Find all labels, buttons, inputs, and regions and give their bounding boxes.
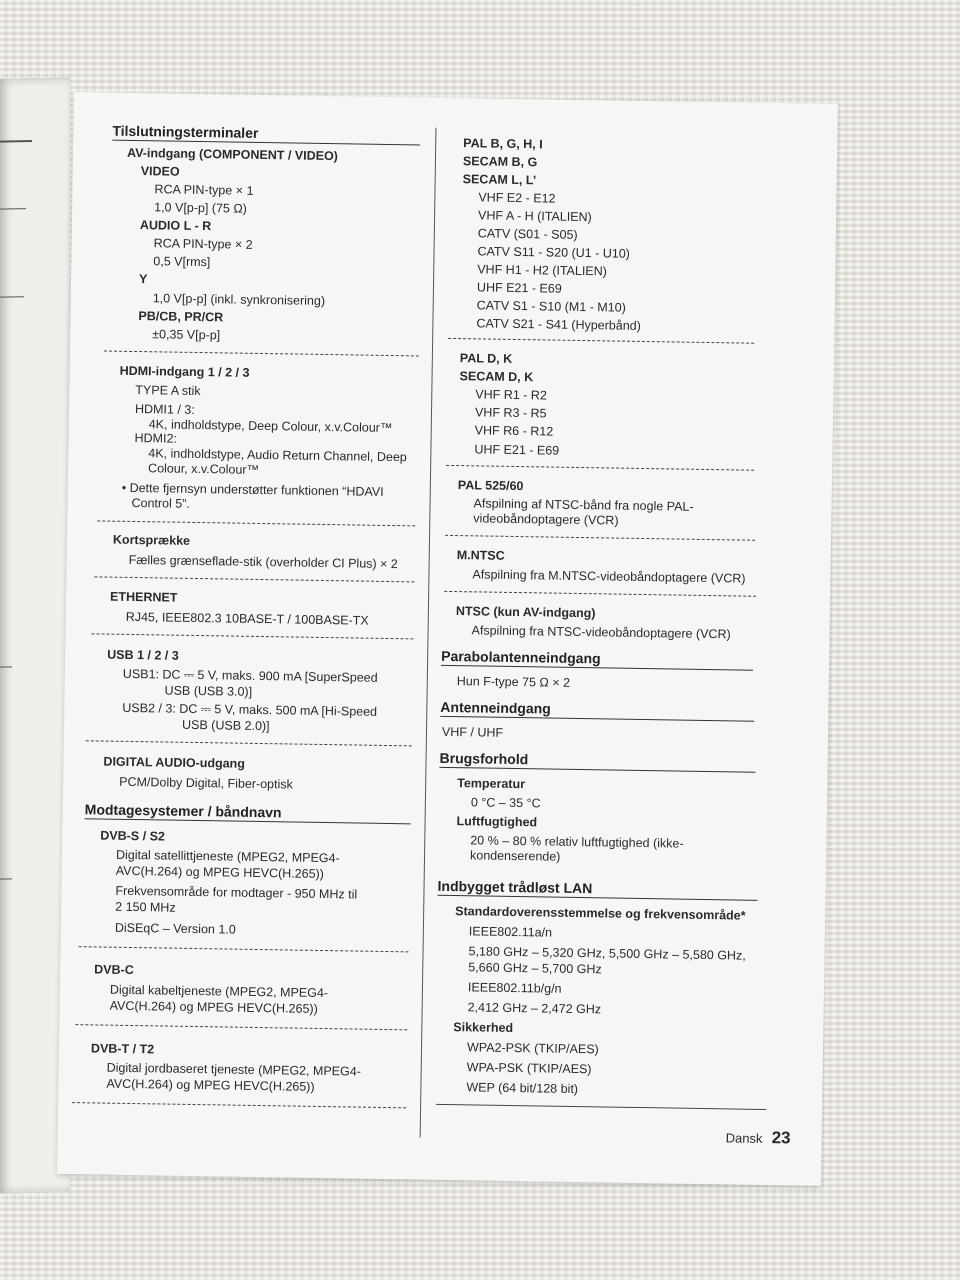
end-rule	[436, 1104, 766, 1110]
dashed-separator	[445, 535, 755, 541]
pal525-line: videobåndoptagere (VCR)	[473, 511, 619, 528]
dashed-separator	[446, 465, 754, 471]
video-line: 1,0 V[p-p] (75 Ω)	[154, 200, 248, 216]
column-divider	[420, 128, 437, 1138]
dashed-separator	[448, 338, 754, 344]
security-line: WEP (64 bit/128 bit)	[466, 1080, 579, 1097]
dvbs-line: Frekvensområde for modtager - 950 MHz til	[115, 883, 358, 902]
band-item: VHF E2 - E12	[478, 190, 556, 206]
band-item: CATV S11 - S20 (U1 - U10)	[477, 244, 631, 261]
band-item: VHF R1 - R2	[475, 387, 547, 403]
dashed-separator	[91, 633, 413, 639]
band-item: VHF R6 - R12	[474, 423, 554, 439]
ntsc-line: Afspilning fra NTSC-videobåndoptagere (VCR)	[471, 623, 731, 642]
band-item: CATV S1 - S10 (M1 - M10)	[476, 298, 626, 315]
kort-title: Kortsprække	[112, 532, 191, 548]
page-number: 23	[771, 1128, 791, 1148]
lan-line: 5,180 GHz – 5,320 GHz, 5,500 GHz – 5,580 GHz,	[468, 944, 746, 963]
dashed-separator	[72, 1102, 406, 1108]
left-column	[84, 92, 423, 1094]
secam-bg-title: SECAM B, G	[462, 154, 538, 170]
humidity-label: Luftfugtighed	[456, 814, 538, 830]
temperature-label: Temperatur	[457, 776, 526, 792]
band-item: UHF E21 - E69	[474, 442, 560, 458]
band-item: VHF R3 - R5	[474, 405, 547, 421]
ethernet-line: RJ45, IEEE802.3 10BASE-T / 100BASE-TX	[125, 609, 369, 628]
manual-page	[57, 92, 838, 1186]
security-line: WPA2-PSK (TKIP/AES)	[466, 1040, 599, 1057]
dvbs-line: 2 150 MHz	[115, 899, 176, 915]
lan-line: 2,412 GHz – 2,472 GHz	[467, 1000, 602, 1017]
hdmi-line: Colour, x.v.Colour™	[147, 461, 260, 477]
band-item: VHF H1 - H2 (ITALIEN)	[477, 262, 608, 279]
section-heading-tilslutning: Tilslutningsterminaler	[112, 123, 420, 146]
video-line: RCA PIN-type × 1	[154, 182, 254, 198]
previous-page-rule	[0, 140, 32, 143]
hdmi-line: TYPE A stik	[135, 383, 201, 399]
dashed-separator	[75, 1024, 407, 1030]
dvbc-line: Digital kabeltjeneste (MPEG2, MPEG4-	[109, 982, 329, 1001]
section-heading-lan: Indbygget trådløst LAN	[437, 878, 757, 901]
dvbs-title: DVB-S / S2	[100, 828, 166, 844]
hdmi-line: HDMI1 / 3:	[134, 401, 195, 417]
digital-audio-line: PCM/Dolby Digital, Fiber-optisk	[119, 774, 293, 792]
pb-line: ±0,35 V[p-p]	[152, 327, 221, 343]
temperature-value: 0 °C – 35 °C	[470, 795, 541, 811]
dvbt-line: Digital jordbaseret tjeneste (MPEG2, MPEG4-	[106, 1060, 362, 1079]
security-label: Sikkerhed	[453, 1020, 514, 1036]
mntsc-title: M.NTSC	[456, 548, 505, 563]
dvbt-line: AVC(H.264) og MPEG HEVC(H.265))	[106, 1076, 315, 1094]
mntsc-line: Afspilning fra M.NTSC-videobåndoptagere (VCR)	[472, 567, 746, 586]
hdmi-note: • Dette fjernsyn understøtter funktionen “HDAVI	[121, 480, 384, 499]
previous-page-rule	[0, 878, 12, 879]
usb-line: USB2 / 3: DC ⎓ 5 V, maks. 500 mA [Hi-Speed	[122, 700, 378, 719]
hdmi-note: Control 5”.	[131, 495, 191, 511]
band-item: UHF E21 - E69	[476, 280, 562, 296]
parabol-line: Hun F-type 75 Ω × 2	[456, 674, 571, 690]
humidity-line: kondenserende)	[469, 848, 561, 864]
dvbc-title: DVB-C	[94, 962, 134, 978]
pb-label: PB/CB, PR/CR	[138, 309, 224, 325]
usb-title: USB 1 / 2 / 3	[107, 647, 179, 663]
audio-label: AUDIO L - R	[139, 218, 212, 234]
dvbs-line: AVC(H.264) og MPEG HEVC(H.265))	[115, 863, 325, 882]
digital-audio-title: DIGITAL AUDIO-udgang	[103, 754, 246, 771]
section-heading-parabol: Parabolantenneindgang	[441, 648, 753, 671]
section-heading-antenne: Antenneindgang	[440, 699, 754, 722]
dashed-separator	[444, 591, 756, 597]
dvbs-line: Digital satellittjeneste (MPEG2, MPEG4-	[115, 847, 340, 866]
security-line: WPA-PSK (TKIP/AES)	[466, 1060, 592, 1077]
hdmi-line: HDMI2:	[134, 430, 178, 446]
footer-language: Dansk	[725, 1130, 763, 1146]
dashed-separator	[94, 576, 414, 582]
lan-line: 5,660 GHz – 5,700 GHz	[468, 960, 602, 977]
usb-line: USB (USB 3.0)]	[164, 683, 253, 699]
dashed-separator	[79, 946, 409, 952]
dvbc-line: AVC(H.264) og MPEG HEVC(H.265))	[109, 998, 318, 1016]
hdmi-line: 4K, indholdstype, Deep Colour, x.v.Colour™	[148, 417, 393, 436]
av-input-title: AV-indgang (COMPONENT / VIDEO)	[126, 145, 339, 164]
dvbs-line: DiSEqC – Version 1.0	[114, 920, 236, 937]
y-line: 1,0 V[p-p] (inkl. synkronisering)	[152, 291, 326, 308]
pal-dk-title: PAL D, K	[459, 351, 513, 366]
previous-page-rule	[0, 666, 12, 667]
previous-page-rule	[0, 296, 24, 297]
right-column	[437, 98, 778, 1097]
humidity-line: 20 % – 80 % relativ luftfugtighed (ikke-	[470, 833, 684, 851]
ethernet-title: ETHERNET	[109, 589, 178, 605]
hdmi-line: 4K, indholdstype, Audio Return Channel, Deep	[148, 446, 407, 465]
section-heading-modtage: Modtagesystemer / båndnavn	[85, 801, 411, 824]
dashed-separator	[104, 351, 419, 357]
band-item: CATV (S01 - S05)	[477, 226, 578, 242]
pal525-title: PAL 525/60	[457, 478, 524, 494]
previous-page-rule	[0, 208, 26, 209]
y-label: Y	[138, 272, 148, 287]
lan-line: IEEE802.11b/g/n	[467, 980, 562, 996]
usb-line: USB (USB 2.0)]	[181, 717, 270, 734]
band-item: CATV S21 - S41 (Hyperbånd)	[476, 316, 641, 333]
pal525-line: Afspilning af NTSC-bånd fra nogle PAL-	[473, 496, 694, 514]
ntsc-title: NTSC (kun AV-indgang)	[455, 604, 596, 621]
audio-line: 0,5 V[rms]	[153, 254, 211, 270]
kort-line: Fælles grænseflade-stik (overholder CI Plus) × 2	[128, 552, 398, 572]
pal-bg-title: PAL B, G, H, I	[463, 136, 543, 152]
audio-line: RCA PIN-type × 2	[153, 236, 253, 252]
dvbt-title: DVB-T / T2	[90, 1041, 155, 1057]
hdmi-title: HDMI-indgang 1 / 2 / 3	[119, 363, 250, 380]
dashed-separator	[86, 740, 412, 746]
lan-line: IEEE802.11a/n	[468, 924, 553, 940]
secam-l-title: SECAM L, L’	[462, 172, 537, 188]
secam-dk-title: SECAM D, K	[459, 369, 534, 385]
lan-standard-label: Standardoverensstemmelse og frekvensområde*	[455, 904, 746, 923]
antenne-line: VHF / UHF	[441, 724, 504, 740]
band-item: VHF A - H (ITALIEN)	[478, 208, 592, 225]
dashed-separator	[97, 520, 415, 526]
section-heading-brugs: Brugsforhold	[439, 750, 755, 773]
usb-line: USB1: DC ⎓ 5 V, maks. 900 mA [SuperSpeed	[122, 666, 378, 685]
video-label: VIDEO	[140, 164, 180, 179]
